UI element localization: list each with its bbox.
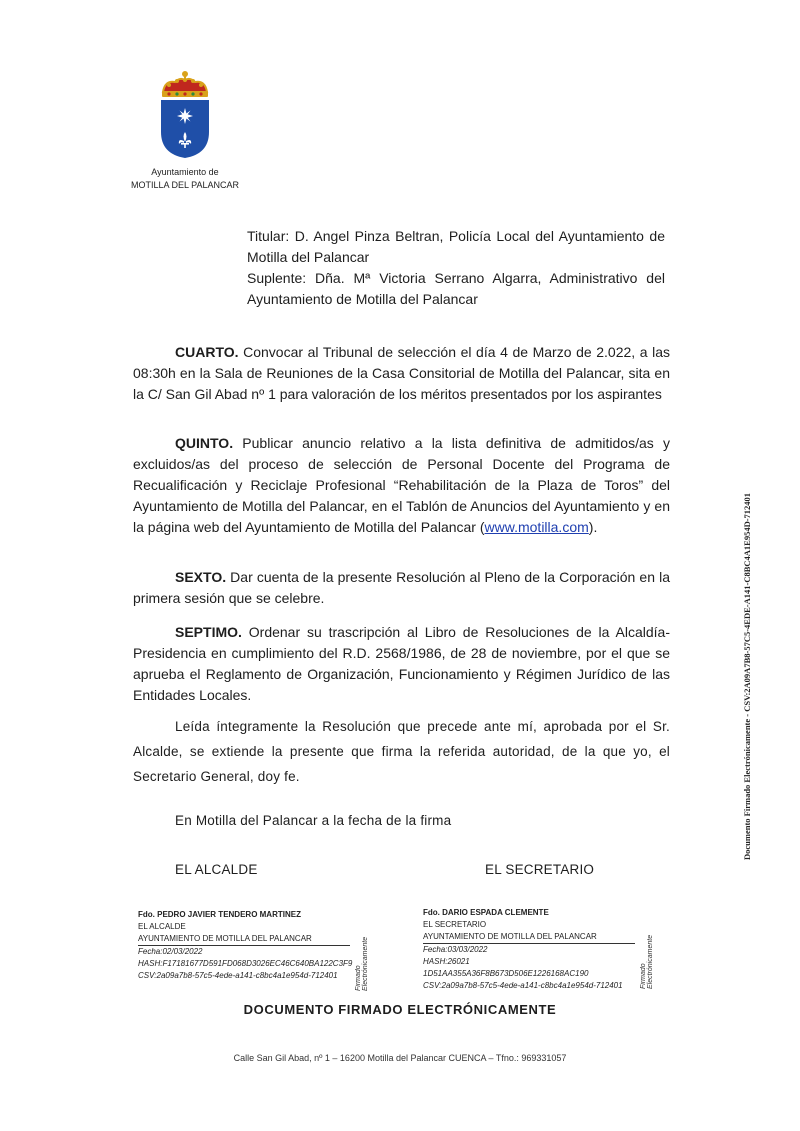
cuarto-paragraph [133, 342, 670, 405]
alcalde-sign-date: Fecha:02/03/2022 [138, 947, 203, 956]
titular-line: Titular: D. Angel Pinza Beltran, Policía Local del Ayuntamiento de Motilla del Palancar [247, 228, 665, 265]
sexto-heading: SEXTO. [175, 569, 227, 585]
quinto-heading: QUINTO. [175, 435, 234, 451]
secretario-signed-stamp: Firmado Electrónicamente [640, 934, 654, 989]
sexto-text: Dar cuenta de la presente Resolución al Pleno de la Corporación en la primera sesión que se celebre. [133, 569, 670, 606]
alcalde-label: EL ALCALDE [175, 862, 258, 877]
website-link[interactable]: www.motilla.com [484, 519, 589, 535]
secretario-sign-csv: CSV:2a09a7b8-57c5-4ede-a141-c8bc4a1e954d-712401 [423, 981, 623, 990]
secretario-sign-hash: HASH:26021 1D51AA355A36F8B673D506E1226168AC190 [423, 957, 589, 978]
closing-paragraph: Leída íntegramente la Resolución que precede ante mí, aprobada por el Sr. Alcalde, se extiende la presente que firma la referida autoridad, de la que yo, el Secretario General, doy fe. [133, 719, 670, 784]
cuarto-heading: CUARTO. [175, 344, 239, 360]
sexto-paragraph [133, 567, 670, 609]
logo-caption-line2: MOTILLA DEL PALANCAR [130, 180, 240, 190]
cuarto-text: Convocar al Tribunal de selección el día 4 de Marzo de 2.022, a las 08:30h en la Sala de Reuniones de la Casa Consitorial de Motilla del Palancar, sita en la C/ San Gil Abad nº 1 para valoración de los méritos presentados por los aspirantes [133, 344, 670, 402]
secretario-signer-org: AYUNTAMIENTO DE MOTILLA DEL PALANCAR [423, 931, 635, 944]
suplente-line: Suplente: Dña. Mª Victoria Serrano Algarra, Administrativo del Ayuntamiento de Motilla del Palancar [247, 270, 665, 307]
septimo-heading: SEPTIMO. [175, 624, 242, 640]
alcalde-signer-name: Fdo. PEDRO JAVIER TENDERO MARTINEZ [138, 910, 301, 919]
septimo-text: Ordenar su trascripción al Libro de Resoluciones de la Alcaldía-Presidencia en cumplimiento del R.D. 2568/1986, de 28 de noviembre, por el que se aprueba el Reglamento de Organización, Funcionamiento y Régimen Jurídico de las Entidades Locales. [133, 624, 670, 703]
coat-of-arms-icon [155, 70, 215, 160]
secretario-label: EL SECRETARIO [485, 862, 595, 877]
place-date: En Motilla del Palancar a la fecha de la firma [175, 813, 452, 828]
alcalde-sign-csv: CSV:2a09a7b8-57c5-4ede-a141-c8bc4a1e954d-712401 [138, 971, 338, 980]
secretario-signer-role: EL SECRETARIO [423, 920, 487, 929]
municipal-logo [130, 70, 240, 191]
footer-address: Calle San Gil Abad, nº 1 – 16200 Motilla del Palancar CUENCA – Tfno.: 969331057 [233, 1053, 567, 1063]
alcalde-signer-org: AYUNTAMIENTO DE MOTILLA DEL PALANCAR [138, 933, 350, 946]
alcalde-signed-stamp: Firmado Electrónicamente [355, 936, 369, 991]
alcalde-signature-block [138, 909, 353, 982]
secretario-signer-name: Fdo. DARIO ESPADA CLEMENTE [423, 908, 549, 917]
margin-csv-stamp: Documento Firmado Electrónicamente - CSV:2A09A7B8-57C5-4EDE-A141-C8BC4A1E954D-712401 [742, 492, 752, 860]
septimo-paragraph [133, 622, 670, 706]
quinto-text: Publicar anuncio relativo a la lista definitiva de admitidos/as y excluidos/as del proceso de selección de Personal Docente del Programa de Recualificación y Reciclaje Profesional “Rehabilitación de la Plaza de Toros” del Ayuntamiento de Motilla del Palancar, en el Tablón de Anuncios del Ayuntamiento y en la página web del Ayuntamiento de Motilla del Palancar ( [133, 435, 670, 535]
alcalde-sign-hash: HASH:F17181677D591FD068D3026EC46C640BA122C3F9 [138, 959, 353, 968]
secretario-signature-block [423, 907, 635, 992]
titular-block [247, 226, 665, 310]
logo-caption-line1: Ayuntamiento de [151, 167, 219, 177]
alcalde-signer-role: EL ALCALDE [138, 922, 186, 931]
secretario-sign-date: Fecha:03/03/2022 [423, 945, 488, 954]
quinto-tail: ). [588, 519, 598, 535]
signed-document-title: DOCUMENTO FIRMADO ELECTRÓNICAMENTE [243, 1002, 557, 1017]
quinto-paragraph [133, 433, 670, 538]
